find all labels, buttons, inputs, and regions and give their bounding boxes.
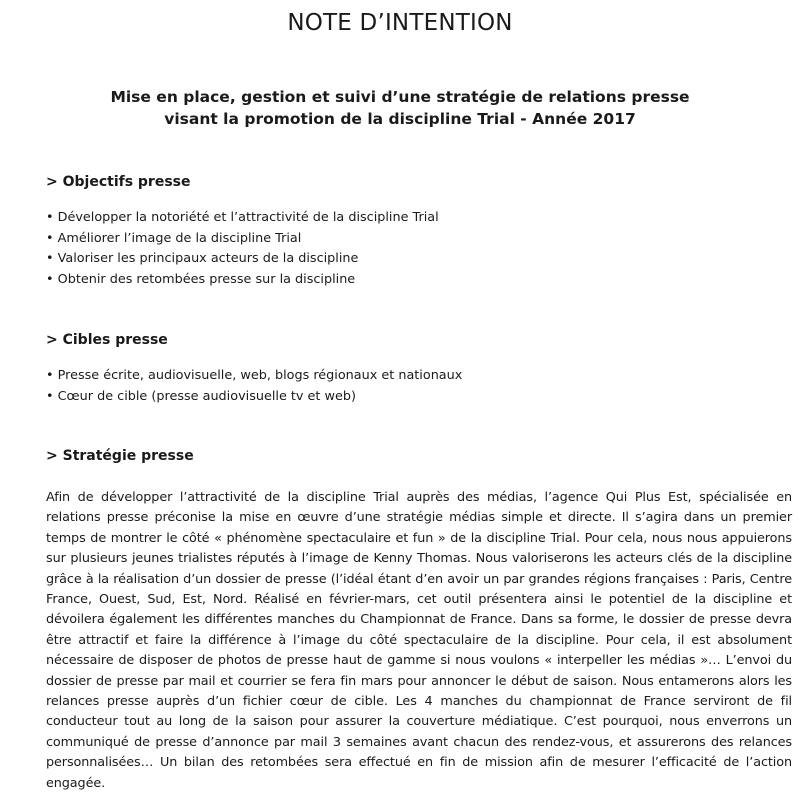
strategie-heading: > Stratégie presse bbox=[46, 448, 194, 464]
list-item: • Améliorer l’image de la discipline Trial bbox=[46, 229, 439, 250]
subtitle-line-2: visant la promotion de la discipline Trial - Année 2017 bbox=[164, 110, 636, 128]
document-subtitle bbox=[0, 86, 800, 130]
objectifs-list bbox=[46, 208, 439, 290]
list-item: • Valoriser les principaux acteurs de la discipline bbox=[46, 249, 439, 270]
list-item: • Obtenir des retombées presse sur la discipline bbox=[46, 270, 439, 291]
list-item: • Presse écrite, audiovisuelle, web, blogs régionaux et nationaux bbox=[46, 366, 462, 387]
document-title: NOTE D’INTENTION bbox=[287, 10, 513, 36]
list-item: • Développer la notoriété et l’attractivité de la discipline Trial bbox=[46, 208, 439, 229]
list-item: • Cœur de cible (presse audiovisuelle tv et web) bbox=[46, 387, 462, 408]
cibles-heading: > Cibles presse bbox=[46, 332, 168, 348]
cibles-list bbox=[46, 366, 462, 407]
subtitle-line-1: Mise en place, gestion et suivi d’une stratégie de relations presse bbox=[110, 88, 690, 106]
objectifs-heading: > Objectifs presse bbox=[46, 174, 191, 190]
strategie-paragraph: Afin de développer l’attractivité de la discipline Trial auprès des médias, l’agence Qui Plus Est, spécialisée en relations presse préconise la mise en œuvre d’une stratégie médias simple et directe. Il s’agira dans un premier temps de montrer le côté « phénomène spectaculaire et fun » de la discipline Trial. Pour cela, nous nous appuierons sur plusieurs jeunes trialistes réputés à l’image de Kenny Thomas. Nous valoriserons les acteurs clés de la discipline grâce à la réalisation d’un dossier de presse (l’idéal étant d’en avoir un par grandes régions françaises : Paris, Centre France, Ouest, Sud, Est, Nord. Réalisé en février-mars, cet outil présentera ainsi le potentiel de la discipline et dévoilera également les différentes manches du Championnat de France. Dans sa forme, le dossier de presse devra être attractif et faire la différence à l’image du côté spectaculaire de la discipline. Pour cela, il est absolument nécessaire de disposer de photos de presse haut de gamme si nous voulons « interpeller les médias »… L’envoi du dossier de presse par mail et courrier se fera fin mars pour annoncer le début de saison. Nous entamerons alors les relances presse auprès d’un fichier cœur de cible. Les 4 manches du championnat de France serviront de fil conducteur tout au long de la saison pour assurer la couverture médiatique. C’est pourquoi, nous enverrons un communiqué de presse d’annonce par mail 3 semaines avant chacun des rendez-vous, et assurerons des relances personnalisées… Un bilan des retombées sera effectué en fin de mission afin de mesurer l’efficacité de l’action engagée. bbox=[46, 490, 792, 791]
